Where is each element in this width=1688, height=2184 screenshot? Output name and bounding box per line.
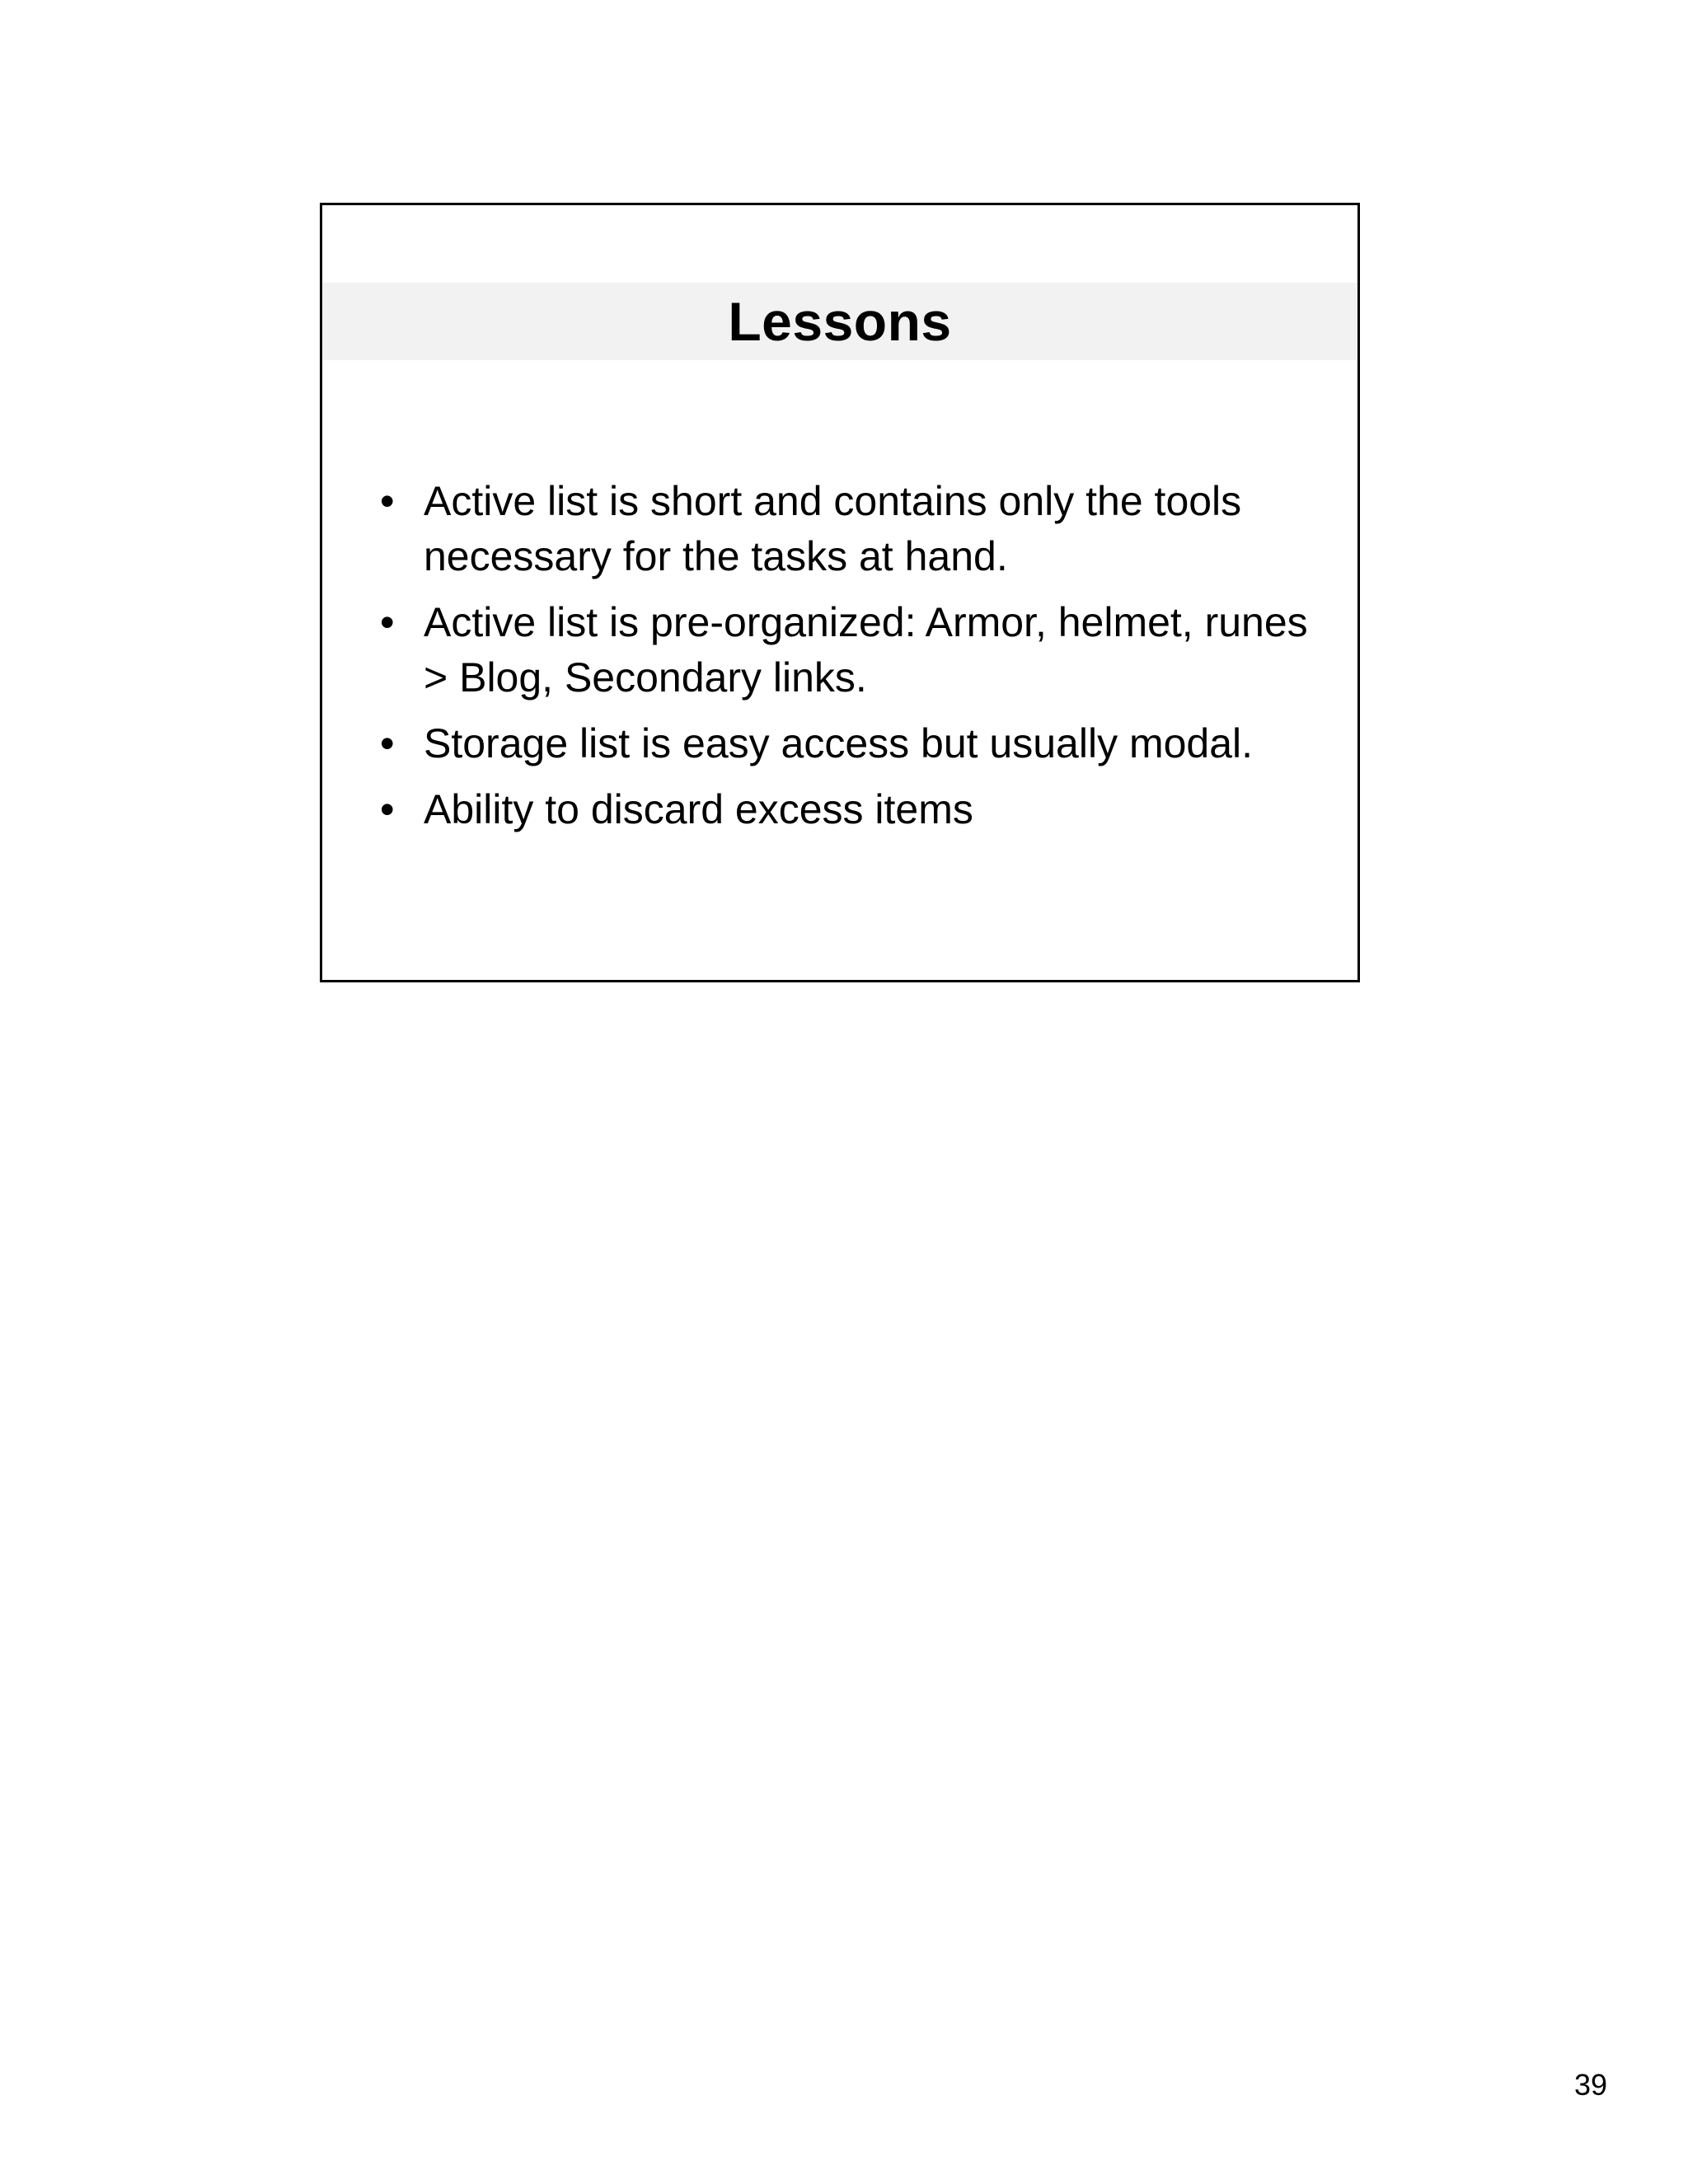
slide-title: Lessons [728, 291, 952, 352]
bullet-item [380, 782, 1325, 837]
bullet-text: Active list is short and contains only the tools necessary for the tasks at hand. [424, 478, 1242, 579]
bullet-text: Active list is pre-organized: Armor, helmet, runes > Blog, Secondary links. [424, 599, 1308, 701]
bullet-icon: • [380, 599, 395, 645]
bullet-icon: • [380, 478, 395, 524]
page-number: 39 [1573, 2068, 1607, 2102]
bullet-list [380, 474, 1325, 848]
bullet-item [380, 474, 1325, 584]
bullet-item [380, 595, 1325, 705]
bullet-icon: • [380, 720, 395, 766]
bullet-text: Ability to discard excess items [424, 786, 973, 832]
title-band [322, 283, 1357, 360]
bullet-text: Storage list is easy access but usually modal. [424, 720, 1254, 766]
bullet-item [380, 716, 1325, 771]
slide-frame [320, 203, 1360, 982]
bullet-icon: • [380, 786, 395, 832]
